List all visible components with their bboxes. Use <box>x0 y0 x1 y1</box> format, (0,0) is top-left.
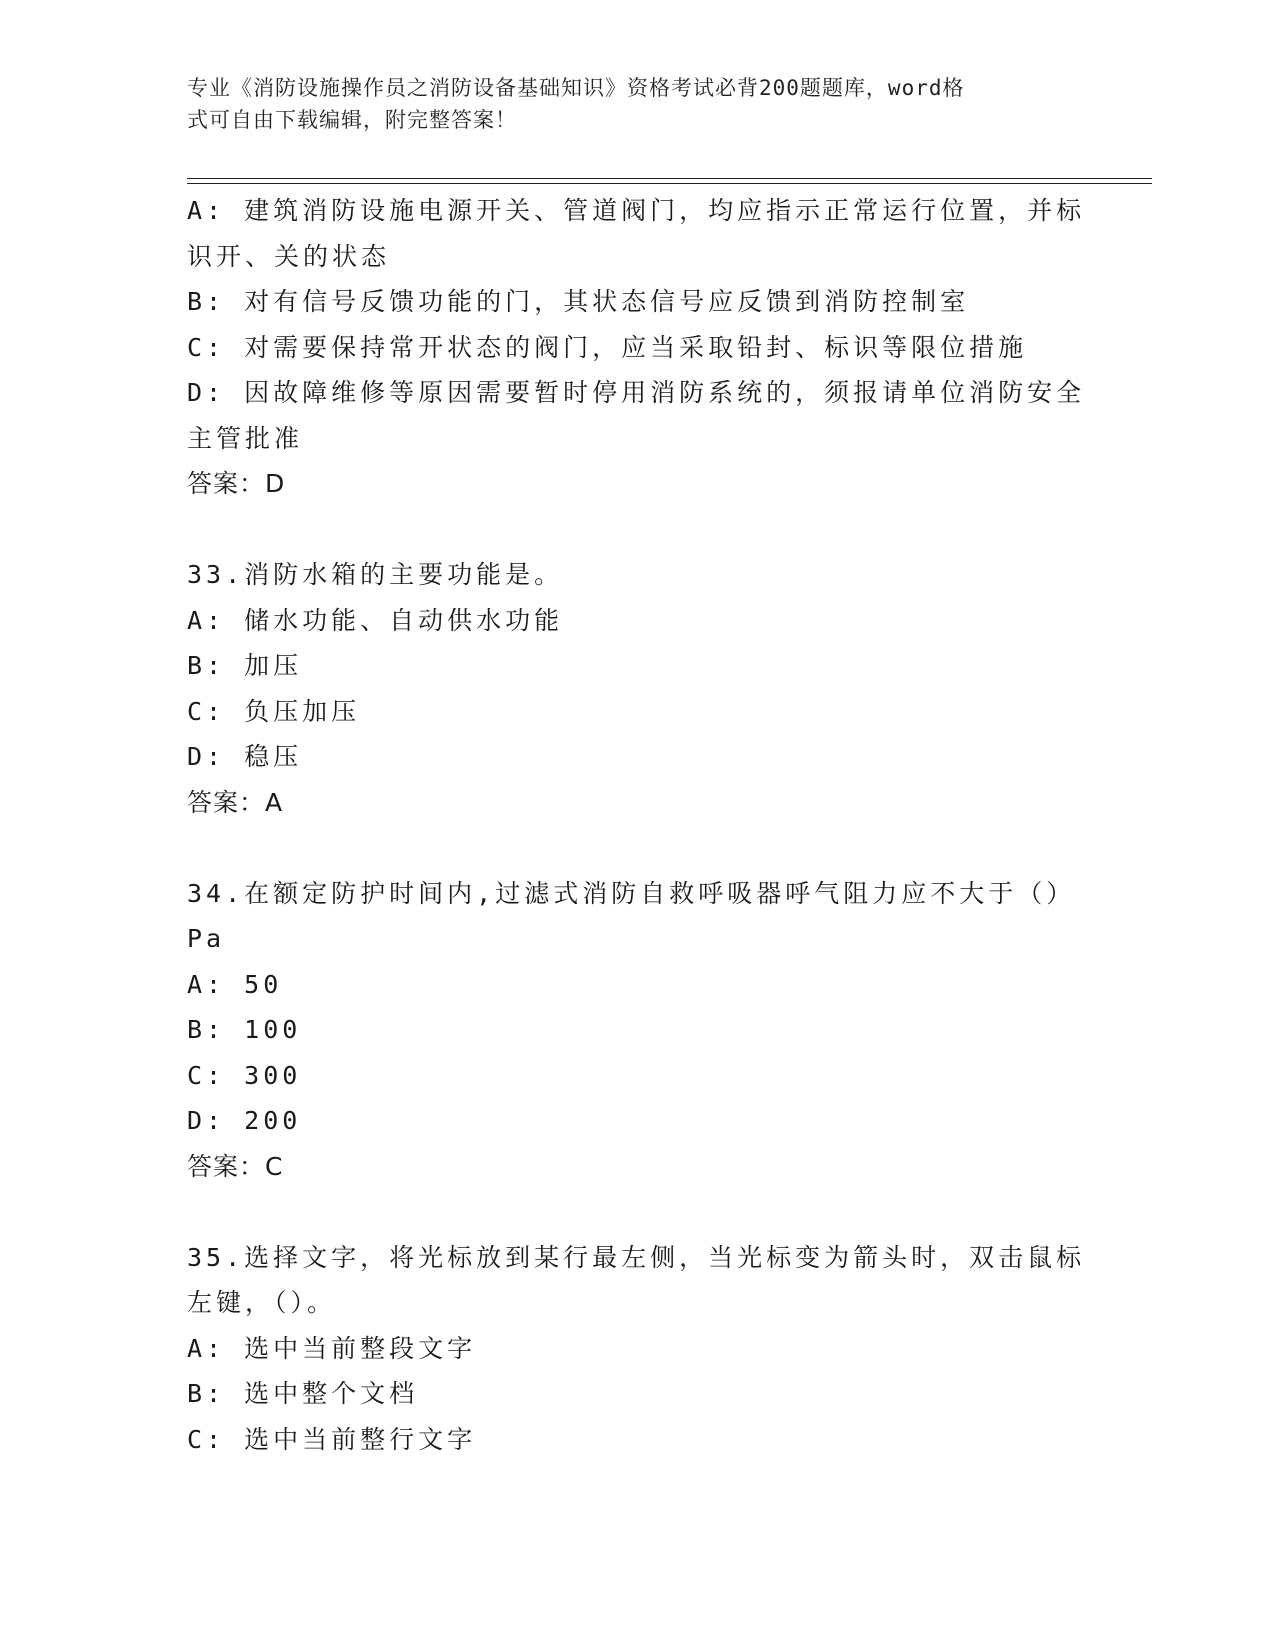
q33-option-d: D: 稳压 <box>187 742 303 771</box>
question-35-block <box>187 1235 1087 1463</box>
spacer <box>187 507 1087 553</box>
q34-option-d: D: 200 <box>187 1106 302 1135</box>
q33-option-c: C: 负压加压 <box>187 696 361 726</box>
q35-option-a: A: 选中当前整段文字 <box>187 1333 477 1363</box>
header-divider-bottom <box>187 183 1152 184</box>
q34-question-line-2: Pa <box>187 924 226 953</box>
q32-option-c: C: 对需要保持常开状态的阀门，应当采取铅封、标识等限位措施 <box>187 332 1028 362</box>
q34-answer: 答案：C <box>187 1151 284 1181</box>
q32-option-d-line-1: D: 因故障维修等原因需要暂时停用消防系统的，须报请单位消防安全 <box>187 378 1086 407</box>
q35-option-b: B: 选中整个文档 <box>187 1379 419 1408</box>
q34-option-c: C: 300 <box>187 1060 302 1090</box>
header-line-1: 专业《消防设施操作员之消防设备基础知识》资格考试必背200题题库，word格 <box>187 76 965 100</box>
spacer <box>187 1189 1087 1235</box>
header-divider-top <box>187 178 1152 179</box>
q32-answer: 答案：D <box>187 469 286 498</box>
spacer <box>187 825 1087 871</box>
q32-option-b: B: 对有信号反馈功能的门，其状态信号应反馈到消防控制室 <box>187 287 970 316</box>
q32-option-a-line-2: 识开、关的状态 <box>187 241 391 271</box>
q34-option-b: B: 100 <box>187 1015 302 1044</box>
q32-option-d-line-2: 主管批准 <box>187 423 304 453</box>
q33-option-b: B: 加压 <box>187 651 303 680</box>
document-header <box>187 72 1067 136</box>
q34-option-a: A: 50 <box>187 969 283 999</box>
q35-question-line-1: 35.选择文字，将光标放到某行最左侧，当光标变为箭头时，双击鼠标 <box>187 1242 1086 1272</box>
q32-option-a-line-1: A: 建筑消防设施电源开关、管道阀门，均应指示正常运行位置，并标 <box>187 196 1086 225</box>
q35-option-c: C: 选中当前整行文字 <box>187 1424 477 1454</box>
q34-question-line-1: 34.在额定防护时间内,过滤式消防自救呼吸器呼气阻力应不大于（） <box>187 878 1076 908</box>
document-body <box>187 188 1087 1462</box>
q33-option-a: A: 储水功能、自动供水功能 <box>187 605 564 635</box>
header-line-2: 式可自由下载编辑，附完整答案！ <box>187 108 517 132</box>
question-32-block <box>187 188 1087 507</box>
q35-question-line-2: 左键，（）。 <box>187 1288 337 1317</box>
question-33-block <box>187 552 1087 825</box>
question-34-block <box>187 871 1087 1190</box>
q33-question: 33.消防水箱的主要功能是。 <box>187 560 564 589</box>
q33-answer: 答案：A <box>187 787 284 817</box>
